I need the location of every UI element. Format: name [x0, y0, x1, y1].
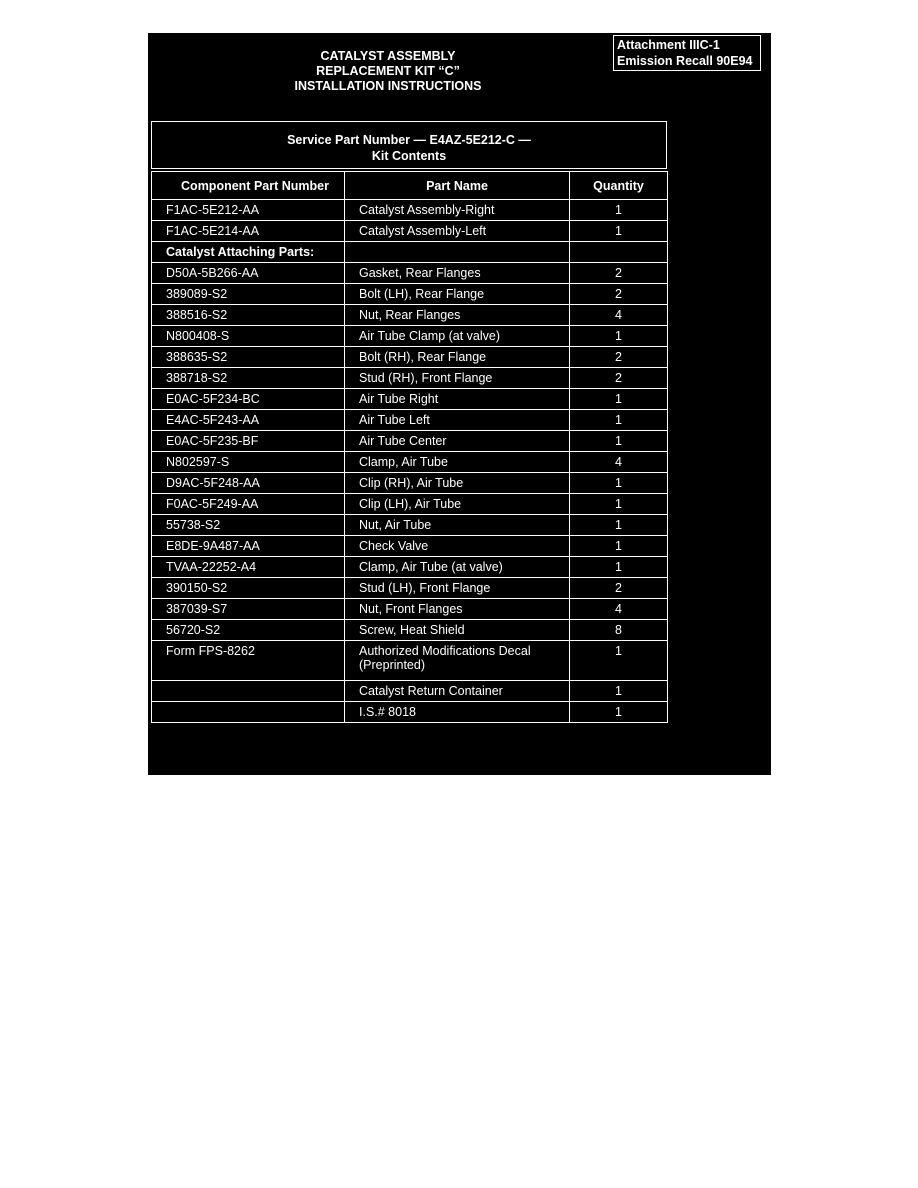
parts-table: [151, 171, 668, 723]
part-number-cell: 56720-S2: [152, 620, 345, 641]
quantity-cell: 1: [570, 536, 668, 557]
part-name-cell: Stud (RH), Front Flange: [345, 368, 570, 389]
table-row: [152, 368, 668, 389]
table-row: [152, 702, 668, 723]
part-name-cell: Clip (RH), Air Tube: [345, 473, 570, 494]
quantity-cell: 4: [570, 305, 668, 326]
quantity-cell: 1: [570, 431, 668, 452]
part-name-cell: Nut, Rear Flanges: [345, 305, 570, 326]
part-number-cell: F1AC-5E212-AA: [152, 200, 345, 221]
service-part-number: Service Part Number — E4AZ-5E212-C —: [287, 133, 531, 147]
part-number-cell: 55738-S2: [152, 515, 345, 536]
part-name-line: Authorized Modifications Decal: [359, 644, 531, 658]
table-row: [152, 221, 668, 242]
column-header-part-number: Component Part Number: [152, 172, 345, 200]
part-name-cell: Nut, Front Flanges: [345, 599, 570, 620]
header-row: [152, 172, 668, 200]
table-row: [152, 557, 668, 578]
table-row: [152, 284, 668, 305]
part-name-cell: Screw, Heat Shield: [345, 620, 570, 641]
part-name-cell: Nut, Air Tube: [345, 515, 570, 536]
quantity-cell: 1: [570, 410, 668, 431]
table-row: [152, 515, 668, 536]
part-number-cell: Form FPS-8262: [152, 641, 345, 681]
quantity-cell: 2: [570, 578, 668, 599]
quantity-cell: 2: [570, 284, 668, 305]
quantity-cell: 1: [570, 681, 668, 702]
part-name-cell: Air Tube Center: [345, 431, 570, 452]
column-header-part-name: Part Name: [345, 172, 570, 200]
part-number-cell: TVAA-22252-A4: [152, 557, 345, 578]
quantity-cell: 1: [570, 641, 668, 681]
part-number-cell: 388718-S2: [152, 368, 345, 389]
quantity-cell: 8: [570, 620, 668, 641]
attachment-label: [613, 35, 761, 71]
title-line: CATALYST ASSEMBLY: [320, 49, 456, 63]
part-number-cell: 390150-S2: [152, 578, 345, 599]
part-number-cell: E0AC-5F235-BF: [152, 431, 345, 452]
part-number-cell: F0AC-5F249-AA: [152, 494, 345, 515]
part-number-cell: 388635-S2: [152, 347, 345, 368]
part-number-cell: 387039-S7: [152, 599, 345, 620]
title-line: REPLACEMENT KIT “C”: [316, 64, 460, 78]
part-number-cell: E0AC-5F234-BC: [152, 389, 345, 410]
part-number-cell: E8DE-9A487-AA: [152, 536, 345, 557]
quantity-cell: 1: [570, 473, 668, 494]
instruction-sheet: [148, 33, 771, 775]
table-row: [152, 431, 668, 452]
part-name-cell: Clamp, Air Tube (at valve): [345, 557, 570, 578]
table-row: [152, 620, 668, 641]
quantity-cell: 2: [570, 347, 668, 368]
table-row: [152, 578, 668, 599]
part-number-cell: [152, 702, 345, 723]
table-row: [152, 641, 668, 681]
part-name-cell: Catalyst Assembly-Right: [345, 200, 570, 221]
part-name-cell: [345, 641, 570, 681]
table-row: [152, 599, 668, 620]
table-row: [152, 452, 668, 473]
part-name-cell: Catalyst Return Container: [345, 681, 570, 702]
quantity-cell: 1: [570, 557, 668, 578]
part-number-cell: 389089-S2: [152, 284, 345, 305]
quantity-cell: [570, 242, 668, 263]
title-line: INSTALLATION INSTRUCTIONS: [294, 79, 482, 93]
table-caption: [151, 121, 667, 169]
table-row: [152, 305, 668, 326]
part-name-cell: I.S.# 8018: [345, 702, 570, 723]
table-row: [152, 473, 668, 494]
part-name-cell: Clip (LH), Air Tube: [345, 494, 570, 515]
table-row: [152, 410, 668, 431]
part-name-cell: Check Valve: [345, 536, 570, 557]
quantity-cell: 1: [570, 200, 668, 221]
column-header-quantity: Quantity: [570, 172, 668, 200]
quantity-cell: 1: [570, 702, 668, 723]
document-title: [268, 49, 508, 94]
quantity-cell: 1: [570, 221, 668, 242]
part-number-cell: Catalyst Attaching Parts:: [152, 242, 345, 263]
part-name-cell: [345, 242, 570, 263]
kit-contents-label: Kit Contents: [371, 149, 447, 163]
part-number-cell: E4AC-5F243-AA: [152, 410, 345, 431]
part-number-cell: D9AC-5F248-AA: [152, 473, 345, 494]
table-row: [152, 326, 668, 347]
quantity-cell: 1: [570, 515, 668, 536]
attachment-line: Emission Recall 90E94: [617, 54, 753, 68]
table-row: [152, 536, 668, 557]
part-name-cell: Bolt (RH), Rear Flange: [345, 347, 570, 368]
quantity-cell: 1: [570, 389, 668, 410]
parts-body: [152, 200, 668, 723]
part-name-line: (Preprinted): [359, 658, 425, 672]
table-row: [152, 347, 668, 368]
part-number-cell: N802597-S: [152, 452, 345, 473]
table-row: [152, 494, 668, 515]
part-number-cell: 388516-S2: [152, 305, 345, 326]
quantity-cell: 1: [570, 494, 668, 515]
quantity-cell: 4: [570, 599, 668, 620]
quantity-cell: 4: [570, 452, 668, 473]
part-name-cell: Stud (LH), Front Flange: [345, 578, 570, 599]
kit-contents-table: [151, 121, 667, 772]
part-number-cell: N800408-S: [152, 326, 345, 347]
quantity-cell: 2: [570, 263, 668, 284]
part-name-cell: Air Tube Clamp (at valve): [345, 326, 570, 347]
table-row: [152, 242, 668, 263]
quantity-cell: 2: [570, 368, 668, 389]
table-row: [152, 389, 668, 410]
part-name-cell: Clamp, Air Tube: [345, 452, 570, 473]
part-number-cell: D50A-5B266-AA: [152, 263, 345, 284]
quantity-cell: 1: [570, 326, 668, 347]
part-number-cell: [152, 681, 345, 702]
part-name-cell: Gasket, Rear Flanges: [345, 263, 570, 284]
part-name-cell: Bolt (LH), Rear Flange: [345, 284, 570, 305]
table-row: [152, 263, 668, 284]
table-row: [152, 681, 668, 702]
part-name-cell: Air Tube Right: [345, 389, 570, 410]
part-number-cell: F1AC-5E214-AA: [152, 221, 345, 242]
table-row: [152, 200, 668, 221]
attachment-line: Attachment IIIC-1: [617, 38, 720, 52]
part-name-cell: Air Tube Left: [345, 410, 570, 431]
part-name-cell: Catalyst Assembly-Left: [345, 221, 570, 242]
